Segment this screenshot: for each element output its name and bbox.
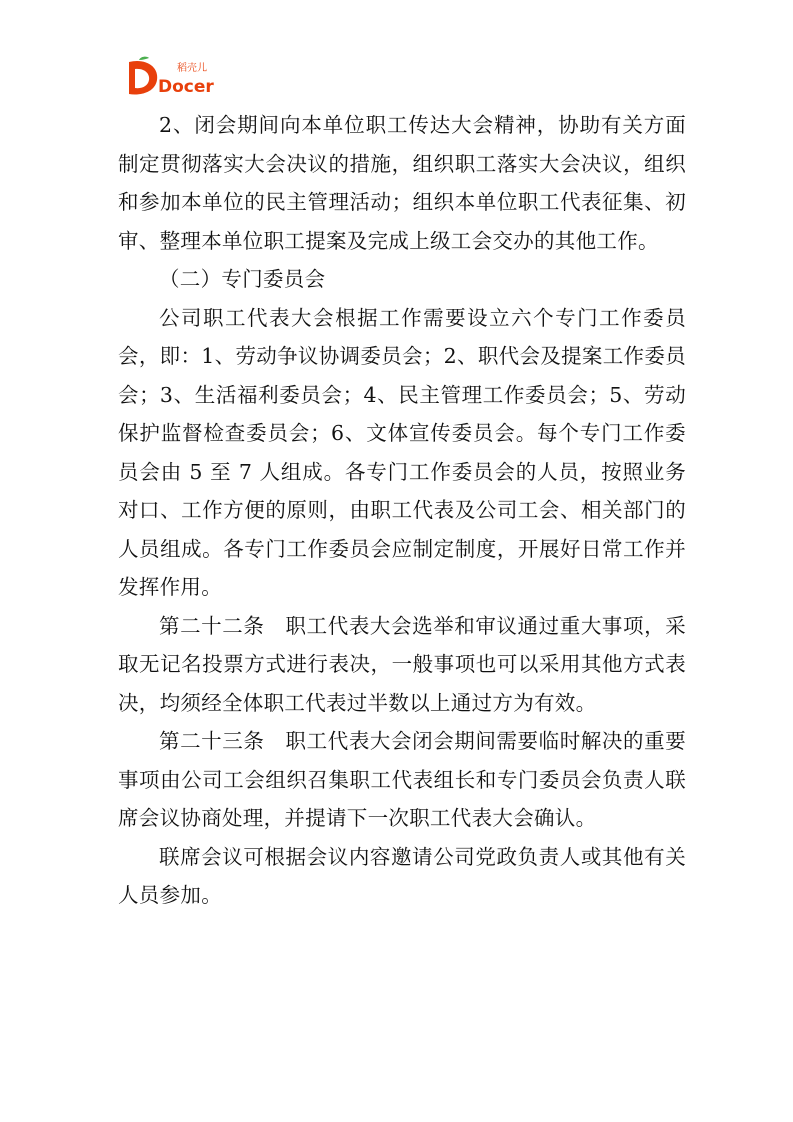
paragraph-article-23: 第二十三条 职工代表大会闭会期间需要临时解决的重要事项由公司工会组织召集职工代表组长和专门委员会负责人联席会议协商处理，并提请下一次职工代表大会确认。 <box>118 729 686 830</box>
docer-logo-icon <box>125 56 215 98</box>
document-body <box>118 106 686 915</box>
paragraph-joint-meeting: 联席会议可根据会议内容邀请公司党政负责人或其他有关人员参加。 <box>118 844 686 907</box>
paragraph-member-duties: 2、闭会期间向本单位职工传达大会精神，协助有关方面制定贯彻落实大会决议的措施，组织职工落实大会决议，组织和参加本单位的民主管理活动；组织本单位职工代表征集、初审、整理本单位职工提案及完成上级工会交办的其他工作。 <box>118 113 686 253</box>
svg-text:稻壳儿: 稻壳儿 <box>177 63 207 74</box>
paragraph-article-22: 第二十二条 职工代表大会选举和审议通过重大事项，采取无记名投票方式进行表决，一般事项也可以采用其他方式表决，均须经全体职工代表过半数以上通过方为有效。 <box>118 613 686 715</box>
docer-logo <box>125 56 215 98</box>
svg-text:Docer: Docer <box>158 77 214 97</box>
section-heading-special-committees: （二）专门委员会 <box>159 267 326 291</box>
paragraph-committees-list: 公司职工代表大会根据工作需要设立六个专门工作委员会，即：1、劳动争议协调委员会；2、职代会及提案工作委员会；3、生活福利委员会；4、民主管理工作委员会；5、劳动保护监督检查委员会；6、文体宣传委员会。每个专门工作委员会由 5 至 7 人组成。各专门工作委员会的人员，按照业务对口、工作方便的原则，由职工代表及公司工会、相关部门的人员组成。各专门工作委员会应制定制度，开展好日常工作并发挥作用。 <box>118 305 686 599</box>
